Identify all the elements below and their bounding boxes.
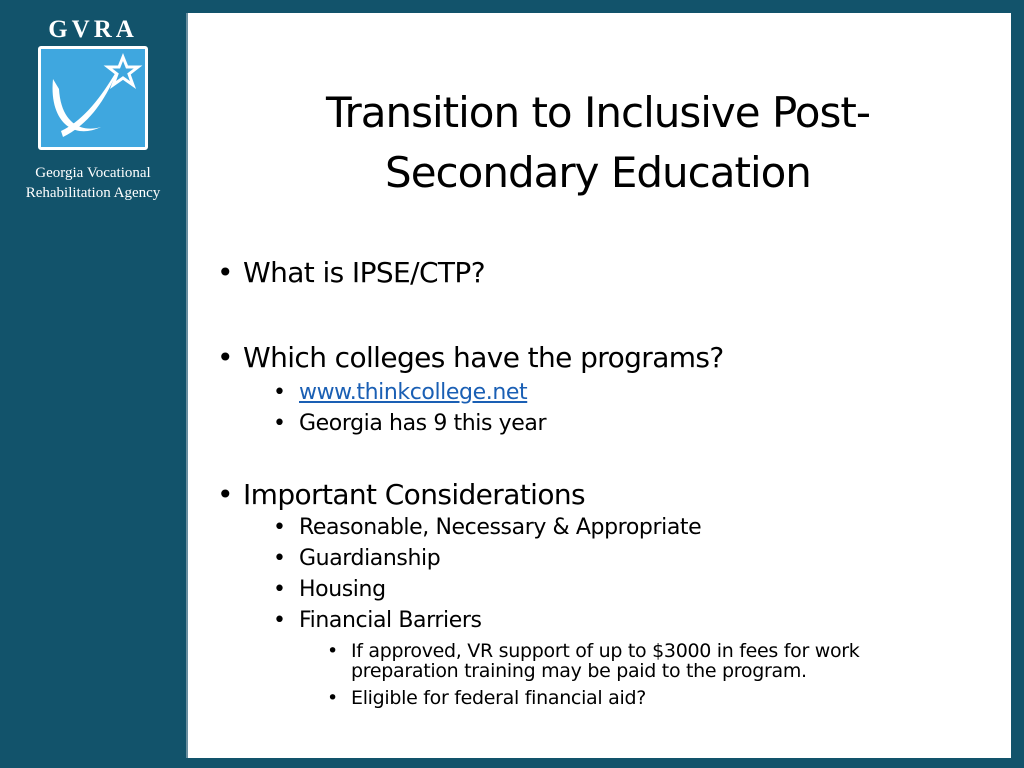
bullet-dot-icon: • [273,380,286,405]
sub-sub-bullet-vr-support [327,640,951,682]
bullet-dot-icon: • [217,478,233,511]
sub-bullet-reasonable [273,515,702,540]
slide-title-line2: Secondary Education [385,148,811,197]
bullet-important-considerations [217,478,585,511]
agency-name-line1: Georgia Vocational [35,165,151,181]
sidebar [0,0,186,768]
sub-bullet-georgia-count [273,411,547,436]
slide-content-panel [186,13,1011,758]
bullet-dot-icon: • [327,640,338,662]
agency-name-line2: Rehabilitation Agency [25,185,161,201]
slide-title [228,83,968,203]
bullet-dot-icon: • [273,515,286,540]
bullet-dot-icon: • [327,687,338,709]
agency-name [0,163,186,203]
bullet-text: Financial Barriers [299,608,482,633]
bullet-text: Guardianship [299,546,441,571]
thinkcollege-link[interactable]: www.thinkcollege.net [299,380,528,405]
bullet-text: Important Considerations [243,478,585,511]
bullet-what-is-ipse [217,256,485,289]
bullet-text: Housing [299,577,386,602]
bullet-text: Eligible for federal financial aid? [351,687,646,709]
slide-title-line1: Transition to Inclusive Post- [326,88,870,137]
logo-wordmark: GVRA [48,16,138,43]
sub-bullet-guardianship [273,546,441,571]
bullet-which-colleges [217,341,724,374]
bullet-dot-icon: • [217,341,233,374]
bullet-dot-icon: • [273,546,286,571]
bullet-text: What is IPSE/CTP? [243,256,485,289]
sub-bullet-housing [273,577,386,602]
sub-bullet-thinkcollege[interactable] [273,380,528,405]
bullet-text: Reasonable, Necessary & Appropriate [299,515,702,540]
sub-sub-bullet-federal-aid [327,687,951,709]
sub-bullet-financial-barriers [273,608,482,633]
star-swoosh-logo-icon [38,46,148,150]
bullet-text: Georgia has 9 this year [299,411,547,436]
bullet-text: Which colleges have the programs? [243,341,724,374]
bullet-dot-icon: • [273,577,286,602]
bullet-dot-icon: • [217,256,233,289]
bullet-text: If approved, VR support of up to $3000 in fees for work preparation training may be paid to the program. [351,640,860,682]
bullet-dot-icon: • [273,608,286,633]
bullet-dot-icon: • [273,411,286,436]
